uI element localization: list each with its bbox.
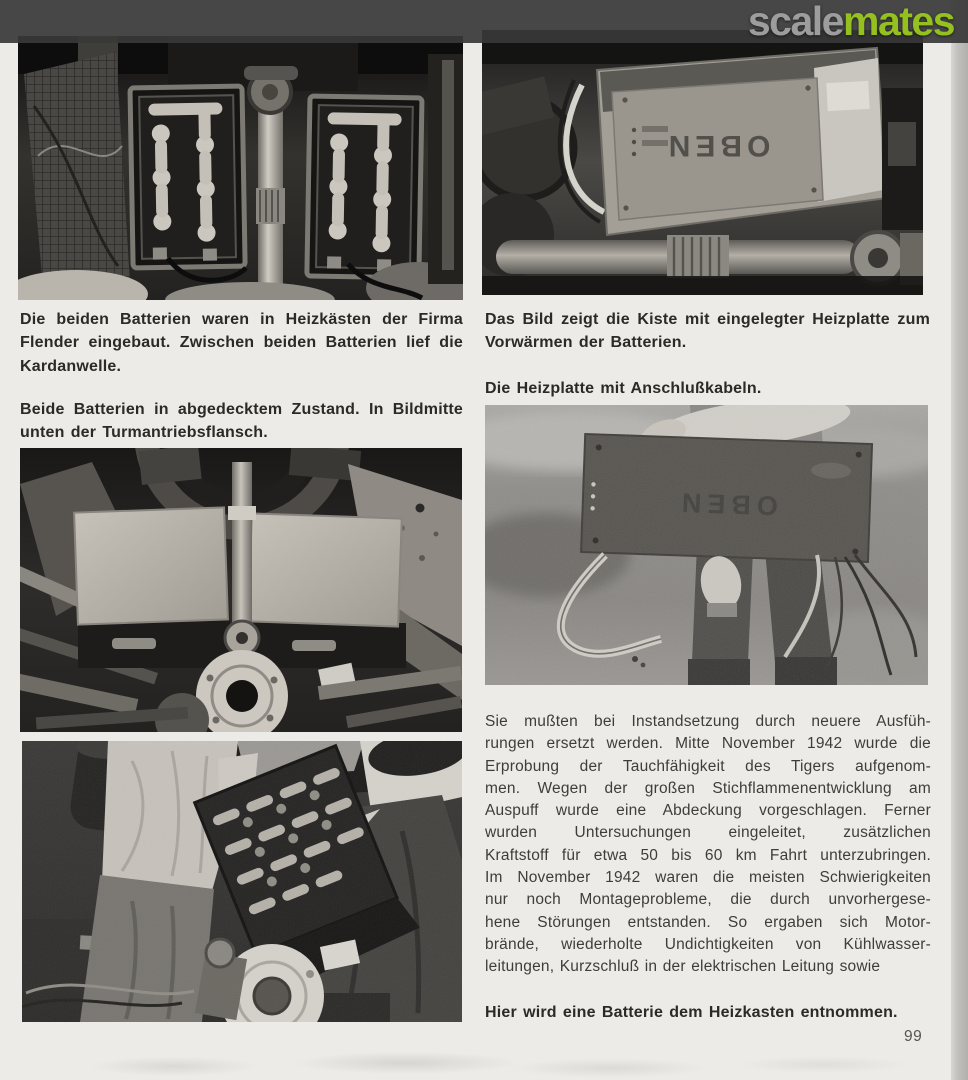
text-line: leitungen, Kurzschluß in der elektrischen Leitung sowie bbox=[485, 958, 881, 976]
scalemates-logo bbox=[747, 0, 954, 44]
photo-kiste-with-heizplatte bbox=[482, 30, 923, 295]
text-line: Das Bild zeigt die Kiste mit eingelegter Heizplatte zum bbox=[485, 311, 930, 328]
logo-part-mates: mates bbox=[842, 0, 954, 44]
photo-heizplatte-with-cables bbox=[485, 405, 928, 685]
page-number: 99 bbox=[904, 1028, 923, 1045]
logo-part-scale: scale bbox=[747, 0, 843, 44]
text-line: hene Störungen entstanden. So ergaben sich Motor- bbox=[485, 913, 931, 931]
caption-heizplatte bbox=[485, 377, 930, 400]
text-line: men. Wegen der großen Stichflammenentwicklung am bbox=[485, 779, 931, 797]
body-paragraph bbox=[485, 711, 931, 979]
text-line: unten der Turmantriebsflansch. bbox=[20, 424, 268, 442]
text-line: brände, wiederholte Undichtigkeiten von Kühlwasser- bbox=[485, 935, 931, 953]
text-line: Vorwärmen der Batterien. bbox=[485, 334, 687, 352]
text-line: wurden Untersuchungen eingeleitet, zusätzlichen bbox=[485, 824, 931, 842]
photo-batteries-covered bbox=[20, 448, 462, 732]
oben-marking-plate: OBEN bbox=[675, 487, 779, 521]
text-line: Im November 1942 waren die meisten Schwierigkeiten bbox=[485, 869, 931, 887]
text-line: Auspuff wurde eine Abdeckung vorgeschlagen. Ferner bbox=[485, 802, 931, 820]
text-line: Kraftstoff für etwa 50 bis 60 km Fahrt unterzubringen. bbox=[485, 846, 931, 864]
caption-batteries-heizkasten bbox=[20, 308, 463, 378]
text-line: Kardanwelle. bbox=[20, 357, 122, 375]
watermark-banner bbox=[0, 0, 968, 43]
text-line: Erprobung der Tauchfähigkeit des Tigers aufgenom- bbox=[485, 757, 931, 775]
text-line: Die beiden Batterien waren in Heizkästen der Firma bbox=[20, 311, 463, 328]
photo-batteries-in-heizkasten bbox=[18, 36, 463, 300]
text-line: nur noch Montageprobleme, die durch unvorhergese- bbox=[485, 891, 931, 909]
page-edge-shadow bbox=[951, 0, 968, 1080]
text-line: Hier wird eine Batterie dem Heizkasten entnommen. bbox=[485, 1004, 898, 1021]
text-line: Sie mußten bei Instandsetzung durch neuere Ausfüh- bbox=[485, 713, 931, 730]
caption-batteries-covered bbox=[20, 398, 463, 445]
text-line: rungen ersetzt werden. Mitte November 1942 wurde die bbox=[485, 735, 931, 753]
oben-marking-box: OBEN bbox=[663, 129, 771, 162]
photo-battery-removal bbox=[22, 741, 462, 1022]
caption-kiste bbox=[485, 308, 930, 355]
caption-entnommen bbox=[485, 1001, 931, 1024]
text-line: Beide Batterien in abgedecktem Zustand. In Bildmitte bbox=[20, 401, 463, 418]
text-line: Die Heizplatte mit Anschlußkabeln. bbox=[485, 380, 762, 397]
text-line: Flender eingebaut. Zwischen beiden Batterien lief die bbox=[20, 334, 463, 352]
scan-texture bbox=[0, 1046, 968, 1080]
